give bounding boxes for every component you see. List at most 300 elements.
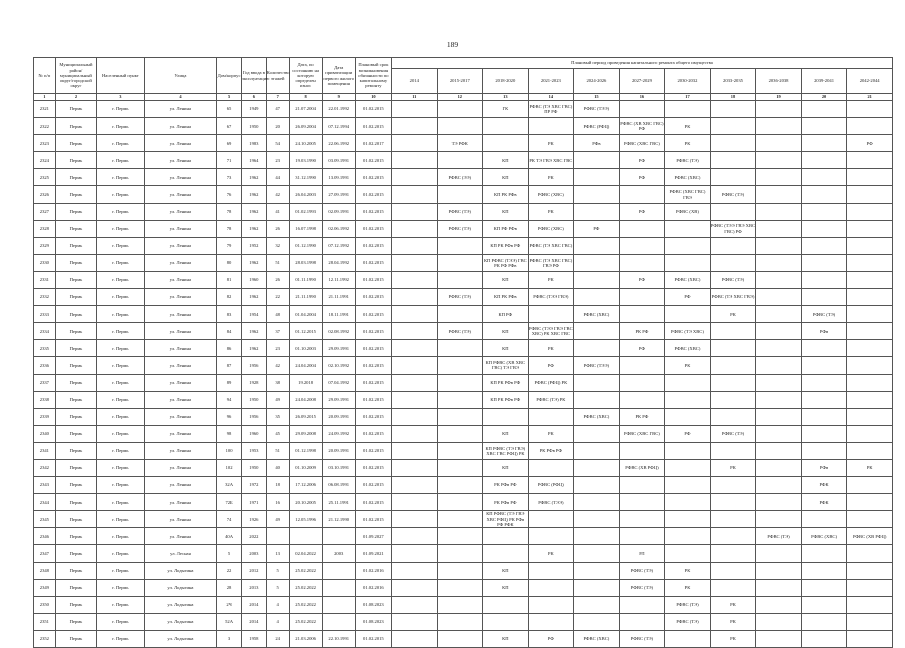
period-work-cell: РК (528, 425, 574, 442)
column-number: 17 (665, 94, 711, 101)
district-cell: Пермь (55, 511, 96, 528)
period-work-cell: КП (483, 459, 529, 476)
page-number: 189 (446, 40, 459, 49)
period-work-cell (710, 477, 756, 494)
period-work-cell (437, 596, 483, 613)
period-work-cell (801, 118, 847, 135)
header-period-2014: 2014 (392, 69, 438, 94)
period-work-cell: КП РФ РФв (483, 220, 529, 237)
period-work-cell: РФВС (ТЭЭ) (528, 494, 574, 511)
period-work-cell (801, 391, 847, 408)
header-no: № п/п (34, 58, 56, 94)
period-work-cell (437, 528, 483, 545)
period-work-cell (574, 545, 620, 562)
table-row (34, 613, 893, 630)
house-cell: 86 (217, 340, 242, 357)
period-work-cell (847, 596, 893, 613)
house-cell: 78 (217, 220, 242, 237)
period-work-cell: РФВС (РФЦ) (528, 477, 574, 494)
header-planned-term: Плановый срок возникновения обязанности по капитальному ремонту (355, 58, 391, 94)
privatization-date-cell (322, 613, 355, 630)
period-work-cell (619, 289, 665, 306)
street-cell: ул. Ленина (144, 477, 216, 494)
period-work-cell (847, 118, 893, 135)
period-work-cell (665, 391, 711, 408)
privatization-date-cell: 20.09.1991 (322, 442, 355, 459)
table-row (34, 528, 893, 545)
header-periods-title: Плановый период проведения капитального ремонта общего имущества (392, 58, 893, 69)
period-work-cell (801, 254, 847, 271)
district-cell: Пермь (55, 306, 96, 323)
house-cell: 40А (217, 528, 242, 545)
period-work-cell (528, 118, 574, 135)
column-number: 12 (437, 94, 483, 101)
year-built-cell: 1950 (241, 391, 266, 408)
period-work-cell (710, 237, 756, 254)
period-work-cell (574, 289, 620, 306)
period-work-cell: РФВС (ХВС) (665, 169, 711, 186)
period-work-cell: РФВС (ТЭ ХВС ГВС) (528, 237, 574, 254)
period-work-cell (574, 613, 620, 630)
floors-cell: 51 (266, 254, 289, 271)
year-built-cell: 1953 (241, 442, 266, 459)
table-row (34, 374, 893, 391)
privatization-date-cell: 22.01.1992 (322, 101, 355, 118)
house-cell: 32А (217, 477, 242, 494)
district-cell: Пермь (55, 596, 96, 613)
table-row (34, 391, 893, 408)
period-work-cell (756, 101, 802, 118)
period-work-cell (574, 340, 620, 357)
period-work-cell (801, 425, 847, 442)
period-work-cell (847, 579, 893, 596)
period-work-cell: РК РФв РФ (483, 494, 529, 511)
house-cell: 83 (217, 306, 242, 323)
column-number: 9 (322, 94, 355, 101)
locality-cell: г. Пермь (97, 340, 145, 357)
house-cell: 79 (217, 237, 242, 254)
privatization-date-cell (322, 562, 355, 579)
period-work-cell: РФВС (ХВС) (574, 408, 620, 425)
period-work-cell (483, 118, 529, 135)
locality-cell: г. Пермь (97, 271, 145, 288)
house-cell: 67 (217, 118, 242, 135)
period-work-cell (528, 596, 574, 613)
house-cell: 94 (217, 391, 242, 408)
period-work-cell (801, 340, 847, 357)
period-work-cell (801, 579, 847, 596)
locality-cell: г. Пермь (97, 511, 145, 528)
column-number: 5 (217, 94, 242, 101)
period-work-cell: РК (665, 562, 711, 579)
floors-cell: 32 (266, 237, 289, 254)
planned-term-cell: 01.02.2015 (355, 203, 391, 220)
period-work-cell: РФВС (ХВС) (574, 306, 620, 323)
period-work-cell (392, 596, 438, 613)
period-work-cell: РФ (847, 135, 893, 152)
expert-date-cell: 16.07.1998 (289, 220, 322, 237)
street-cell: ул. Ленина (144, 494, 216, 511)
expert-date-cell: 01.11.1990 (289, 271, 322, 288)
privatization-date-cell: 28.04.1992 (322, 254, 355, 271)
table-row (34, 340, 893, 357)
period-work-cell (528, 408, 574, 425)
locality-cell: г. Пермь (97, 579, 145, 596)
period-work-cell (392, 391, 438, 408)
locality-cell: г. Пермь (97, 152, 145, 169)
period-work-cell (392, 579, 438, 596)
period-work-cell (710, 254, 756, 271)
floors-cell: 44 (266, 169, 289, 186)
period-work-cell (392, 186, 438, 203)
period-work-cell (801, 374, 847, 391)
period-work-cell (437, 562, 483, 579)
period-work-cell (710, 118, 756, 135)
year-built-cell: 2013 (241, 579, 266, 596)
period-work-cell (437, 425, 483, 442)
privatization-date-cell: 13.09.1991 (322, 169, 355, 186)
period-work-cell (437, 579, 483, 596)
period-work-cell: РФВС (ХВ РФЦ) (847, 528, 893, 545)
period-work-cell: РФВС (ТЭ) (665, 152, 711, 169)
expert-date-cell: 01.02.1993 (289, 203, 322, 220)
header-period-2015-2017: 2015-2017 (437, 69, 483, 94)
period-work-cell (392, 545, 438, 562)
period-work-cell (756, 135, 802, 152)
period-work-cell (574, 186, 620, 203)
period-work-cell (756, 254, 802, 271)
year-built-cell: 1956 (241, 357, 266, 374)
planned-term-cell: 01.02.2015 (355, 374, 391, 391)
period-work-cell (619, 596, 665, 613)
privatization-date-cell (322, 596, 355, 613)
expert-date-cell: 24.04.2004 (289, 357, 322, 374)
period-work-cell (392, 459, 438, 476)
planned-term-cell: 01.09.2027 (355, 528, 391, 545)
district-cell: Пермь (55, 579, 96, 596)
row-number-cell: 2326 (34, 186, 56, 203)
street-cell: ул. Ленина (144, 186, 216, 203)
year-built-cell: 1956 (241, 408, 266, 425)
floors-cell (266, 528, 289, 545)
privatization-date-cell: 12.11.1992 (322, 271, 355, 288)
period-work-cell (710, 528, 756, 545)
column-number: 15 (574, 94, 620, 101)
period-work-cell: РК (528, 203, 574, 220)
expert-date-cell: 17.12.2006 (289, 477, 322, 494)
street-cell: ул. Ленина (144, 289, 216, 306)
row-number-cell: 2323 (34, 135, 56, 152)
house-cell: 98 (217, 425, 242, 442)
period-work-cell (574, 203, 620, 220)
year-built-cell: 1950 (241, 118, 266, 135)
period-work-cell (710, 511, 756, 528)
planned-term-cell: 01.02.2015 (355, 323, 391, 340)
column-number: 4 (144, 94, 216, 101)
planned-term-cell: 01.02.2015 (355, 289, 391, 306)
column-number: 11 (392, 94, 438, 101)
table-row (34, 596, 893, 613)
period-work-cell: РК (710, 596, 756, 613)
street-cell: ул. Лесная (144, 545, 216, 562)
district-cell: Пермь (55, 152, 96, 169)
period-work-cell: РФВС (ТЭ ХВС ГВС) ГВЭ РФ (528, 254, 574, 271)
locality-cell: г. Пермь (97, 545, 145, 562)
period-work-cell (619, 442, 665, 459)
row-number-cell: 2344 (34, 494, 56, 511)
period-work-cell (710, 101, 756, 118)
period-work-cell (847, 391, 893, 408)
table-row (34, 220, 893, 237)
period-work-cell: РК (528, 135, 574, 152)
period-work-cell (665, 459, 711, 476)
period-work-cell: РК (847, 459, 893, 476)
row-number-cell: 2325 (34, 169, 56, 186)
floors-cell: 49 (266, 511, 289, 528)
period-work-cell (437, 613, 483, 630)
period-work-cell (847, 254, 893, 271)
street-cell: ул. Лодыгина (144, 630, 216, 647)
locality-cell: г. Пермь (97, 237, 145, 254)
period-work-cell (756, 323, 802, 340)
planned-term-cell: 01.02.2015 (355, 254, 391, 271)
planned-term-cell: 01.02.2015 (355, 630, 391, 647)
period-work-cell: КП РФВС (ХВ ХВС ГВС) ТЭ ГВЭ (483, 357, 529, 374)
period-work-cell (847, 613, 893, 630)
year-built-cell: 1964 (241, 152, 266, 169)
period-work-cell (574, 425, 620, 442)
period-work-cell: РФВС (ТЭЭ) (574, 357, 620, 374)
house-cell: 72Б (217, 494, 242, 511)
period-work-cell: РК (665, 135, 711, 152)
planned-term-cell: 01.02.2015 (355, 118, 391, 135)
period-work-cell: РФВС (ХВ РФЦ) (619, 459, 665, 476)
expert-date-cell: 01.12.2015 (289, 323, 322, 340)
district-cell: Пермь (55, 408, 96, 425)
house-cell: 69 (217, 135, 242, 152)
street-cell: ул. Ленина (144, 340, 216, 357)
period-work-cell (847, 562, 893, 579)
period-work-cell (574, 442, 620, 459)
period-work-cell (665, 220, 711, 237)
year-built-cell: 2012 (241, 562, 266, 579)
locality-cell: г. Пермь (97, 562, 145, 579)
street-cell: ул. Ленина (144, 374, 216, 391)
period-work-cell (574, 237, 620, 254)
district-cell: Пермь (55, 374, 96, 391)
period-work-cell (801, 169, 847, 186)
period-work-cell (847, 220, 893, 237)
period-work-cell (483, 408, 529, 425)
period-work-cell (710, 203, 756, 220)
district-cell: Пермь (55, 271, 96, 288)
period-work-cell (756, 374, 802, 391)
house-cell: 71 (217, 152, 242, 169)
period-work-cell (619, 494, 665, 511)
column-number: 8 (289, 94, 322, 101)
row-number-cell: 2342 (34, 459, 56, 476)
column-number: 14 (528, 94, 574, 101)
period-work-cell: КП (483, 203, 529, 220)
expert-date-cell: 26.04.2003 (289, 186, 322, 203)
period-work-cell (801, 186, 847, 203)
period-work-cell: РК (710, 459, 756, 476)
year-built-cell: 1962 (241, 323, 266, 340)
table-row (34, 630, 893, 647)
column-number: 3 (97, 94, 145, 101)
period-work-cell: РК (665, 579, 711, 596)
period-work-cell (574, 323, 620, 340)
floors-cell: 24 (266, 630, 289, 647)
period-work-cell (847, 545, 893, 562)
period-work-cell (847, 340, 893, 357)
header-house: Дом/корпус (217, 58, 242, 94)
period-work-cell (710, 323, 756, 340)
year-built-cell: 2014 (241, 596, 266, 613)
period-work-cell (756, 306, 802, 323)
expert-date-cell: 21.03.2006 (289, 630, 322, 647)
expert-date-cell: 25.02.2022 (289, 596, 322, 613)
period-work-cell: КП (483, 323, 529, 340)
floors-cell: 37 (266, 323, 289, 340)
period-work-cell (619, 101, 665, 118)
period-work-cell (665, 442, 711, 459)
period-work-cell (437, 494, 483, 511)
header-year-built: Год ввода в эксплуатацию (241, 58, 266, 94)
district-cell: Пермь (55, 630, 96, 647)
locality-cell: г. Пермь (97, 442, 145, 459)
locality-cell: г. Пермь (97, 220, 145, 237)
locality-cell: г. Пермь (97, 203, 145, 220)
period-work-cell: РФВС (ТЭЭ ГВЭ ГВС ХВС) РК ХВС ГВС (528, 323, 574, 340)
locality-cell: г. Пермь (97, 289, 145, 306)
row-number-cell: 2321 (34, 101, 56, 118)
period-work-cell (392, 425, 438, 442)
period-work-cell: РФВС (ХВС ГВС) (619, 425, 665, 442)
period-work-cell (847, 357, 893, 374)
period-work-cell: РФК (801, 477, 847, 494)
period-work-cell (483, 545, 529, 562)
planned-term-cell: 01.02.2015 (355, 511, 391, 528)
district-cell: Пермь (55, 323, 96, 340)
floors-cell: 16 (266, 494, 289, 511)
period-work-cell (710, 562, 756, 579)
period-work-cell: РФ (665, 289, 711, 306)
period-work-cell (574, 562, 620, 579)
privatization-date-cell: 29.09.1991 (322, 340, 355, 357)
row-number-cell: 2328 (34, 220, 56, 237)
district-cell: Пермь (55, 528, 96, 545)
period-work-cell (756, 118, 802, 135)
period-work-cell: РФ (665, 425, 711, 442)
period-work-cell (801, 357, 847, 374)
row-number-cell: 2322 (34, 118, 56, 135)
period-work-cell: РФВС (ТЭ) (665, 613, 711, 630)
period-work-cell (574, 271, 620, 288)
locality-cell: г. Пермь (97, 374, 145, 391)
period-work-cell (437, 186, 483, 203)
period-work-cell (710, 374, 756, 391)
district-cell: Пермь (55, 545, 96, 562)
planned-term-cell: 01.02.2015 (355, 237, 391, 254)
locality-cell: г. Пермь (97, 494, 145, 511)
period-work-cell (756, 579, 802, 596)
house-cell: 80 (217, 254, 242, 271)
expert-date-cell: 02.04.2022 (289, 545, 322, 562)
street-cell: ул. Ленина (144, 442, 216, 459)
expert-date-cell: 24.04.2008 (289, 391, 322, 408)
table-row (34, 579, 893, 596)
period-work-cell (619, 306, 665, 323)
period-work-cell: РФВС (ТЭ) (437, 220, 483, 237)
privatization-date-cell (322, 579, 355, 596)
expert-date-cell (289, 528, 322, 545)
expert-date-cell: 26.09.2004 (289, 118, 322, 135)
locality-cell: г. Пермь (97, 357, 145, 374)
period-work-cell: ГК (483, 101, 529, 118)
district-cell: Пермь (55, 357, 96, 374)
privatization-date-cell: 29.09.1991 (322, 391, 355, 408)
period-work-cell (574, 254, 620, 271)
column-number: 20 (801, 94, 847, 101)
period-work-cell (756, 152, 802, 169)
period-work-cell (437, 477, 483, 494)
house-cell: 73 (217, 169, 242, 186)
floors-cell: 49 (266, 391, 289, 408)
period-work-cell (437, 237, 483, 254)
period-work-cell (528, 579, 574, 596)
street-cell: ул. Лодыгина (144, 613, 216, 630)
table-row (34, 459, 893, 476)
expert-date-cell: 01.04.2004 (289, 306, 322, 323)
year-built-cell: 1926 (241, 511, 266, 528)
period-work-cell (437, 340, 483, 357)
period-work-cell (437, 391, 483, 408)
table-row (34, 271, 893, 288)
year-built-cell: 1983 (241, 135, 266, 152)
table-row (34, 237, 893, 254)
floors-cell: 26 (266, 220, 289, 237)
floors-cell: 23 (266, 340, 289, 357)
period-work-cell (392, 630, 438, 647)
period-work-cell: РФВС (ХВС) (665, 340, 711, 357)
period-work-cell (528, 511, 574, 528)
period-work-cell (665, 528, 711, 545)
planned-term-cell: 01.02.2015 (355, 494, 391, 511)
period-work-cell (528, 613, 574, 630)
district-cell: Пермь (55, 613, 96, 630)
privatization-date-cell: 22.06.1992 (322, 135, 355, 152)
period-work-cell (756, 220, 802, 237)
period-work-cell (801, 408, 847, 425)
table-row (34, 203, 893, 220)
planned-term-cell: 01.02.2016 (355, 579, 391, 596)
period-work-cell (710, 494, 756, 511)
locality-cell: г. Пермь (97, 391, 145, 408)
year-built-cell: 1972 (241, 477, 266, 494)
district-cell: Пермь (55, 203, 96, 220)
period-work-cell (574, 528, 620, 545)
period-work-cell: РФВС (ТЭ) (756, 528, 802, 545)
period-work-cell (528, 528, 574, 545)
period-work-cell (574, 579, 620, 596)
expert-date-cell: 01.10.2003 (289, 340, 322, 357)
district-cell: Пермь (55, 186, 96, 203)
column-number: 18 (710, 94, 756, 101)
privatization-date-cell: 27.09.1991 (322, 186, 355, 203)
house-cell: 74 (217, 511, 242, 528)
period-work-cell (437, 254, 483, 271)
